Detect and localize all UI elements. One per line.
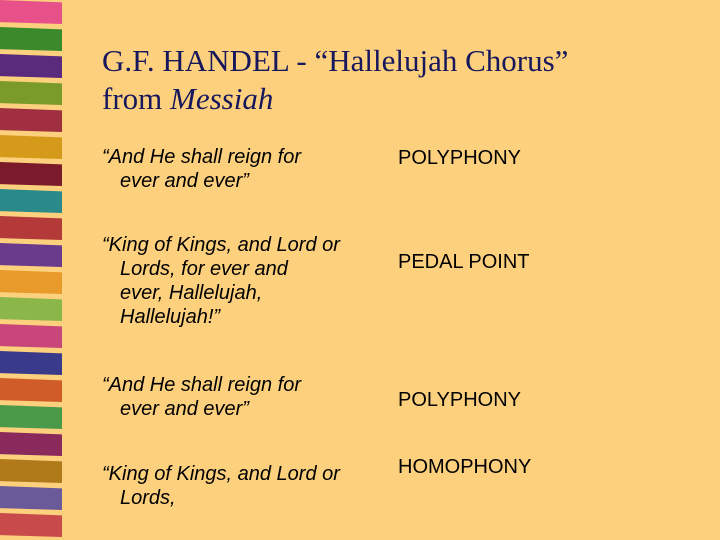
technique-label-1: POLYPHONY [398, 147, 521, 169]
stripe-segment [0, 270, 62, 294]
lyric-row-1 [102, 145, 402, 193]
title-work: Messiah [170, 81, 274, 116]
stripe-segment [0, 351, 62, 375]
lyric-line: Hallelujah!” [120, 306, 221, 328]
lyric-line: ever, Hallelujah, [120, 282, 263, 304]
stripe-segment [0, 459, 62, 483]
stripe-segment [0, 108, 62, 132]
lyric-line: “And He shall reign for [102, 146, 301, 168]
lyric-row-3 [102, 373, 402, 421]
stripe-segment [0, 324, 62, 348]
lyric-line: “And He shall reign for [102, 374, 301, 396]
title-main: G.F. HANDEL - “Hallelujah Chorus” [102, 43, 569, 78]
title-prefix: from [102, 81, 171, 116]
stripe-segment [0, 135, 62, 159]
stripe-segment [0, 432, 62, 456]
decorative-stripe-bar [0, 0, 62, 540]
stripe-segment [0, 189, 62, 213]
lyric-line: “King of Kings, and Lord or [102, 463, 340, 485]
stripe-segment [0, 297, 62, 321]
slide-title [102, 42, 702, 118]
stripe-segment [0, 0, 62, 24]
lyric-line: “King of Kings, and Lord or [102, 234, 340, 256]
lyric-line: ever and ever” [120, 398, 249, 420]
lyric-row-2 [102, 233, 402, 329]
stripe-segment [0, 378, 62, 402]
lyric-row-4 [102, 462, 402, 510]
lyric-line: Lords, for ever and [120, 258, 288, 280]
stripe-segment [0, 162, 62, 186]
stripe-segment [0, 486, 62, 510]
stripe-segment [0, 513, 62, 537]
stripe-segment [0, 216, 62, 240]
stripe-segment [0, 243, 62, 267]
stripe-segment [0, 81, 62, 105]
lyric-line: Lords, [120, 487, 176, 509]
technique-label-4: HOMOPHONY [398, 456, 532, 478]
lyric-line: ever and ever” [120, 170, 249, 192]
technique-label-3: POLYPHONY [398, 389, 521, 411]
stripe-segment [0, 27, 62, 51]
technique-label-2: PEDAL POINT [398, 251, 530, 273]
stripe-segment [0, 54, 62, 78]
stripe-segment [0, 405, 62, 429]
